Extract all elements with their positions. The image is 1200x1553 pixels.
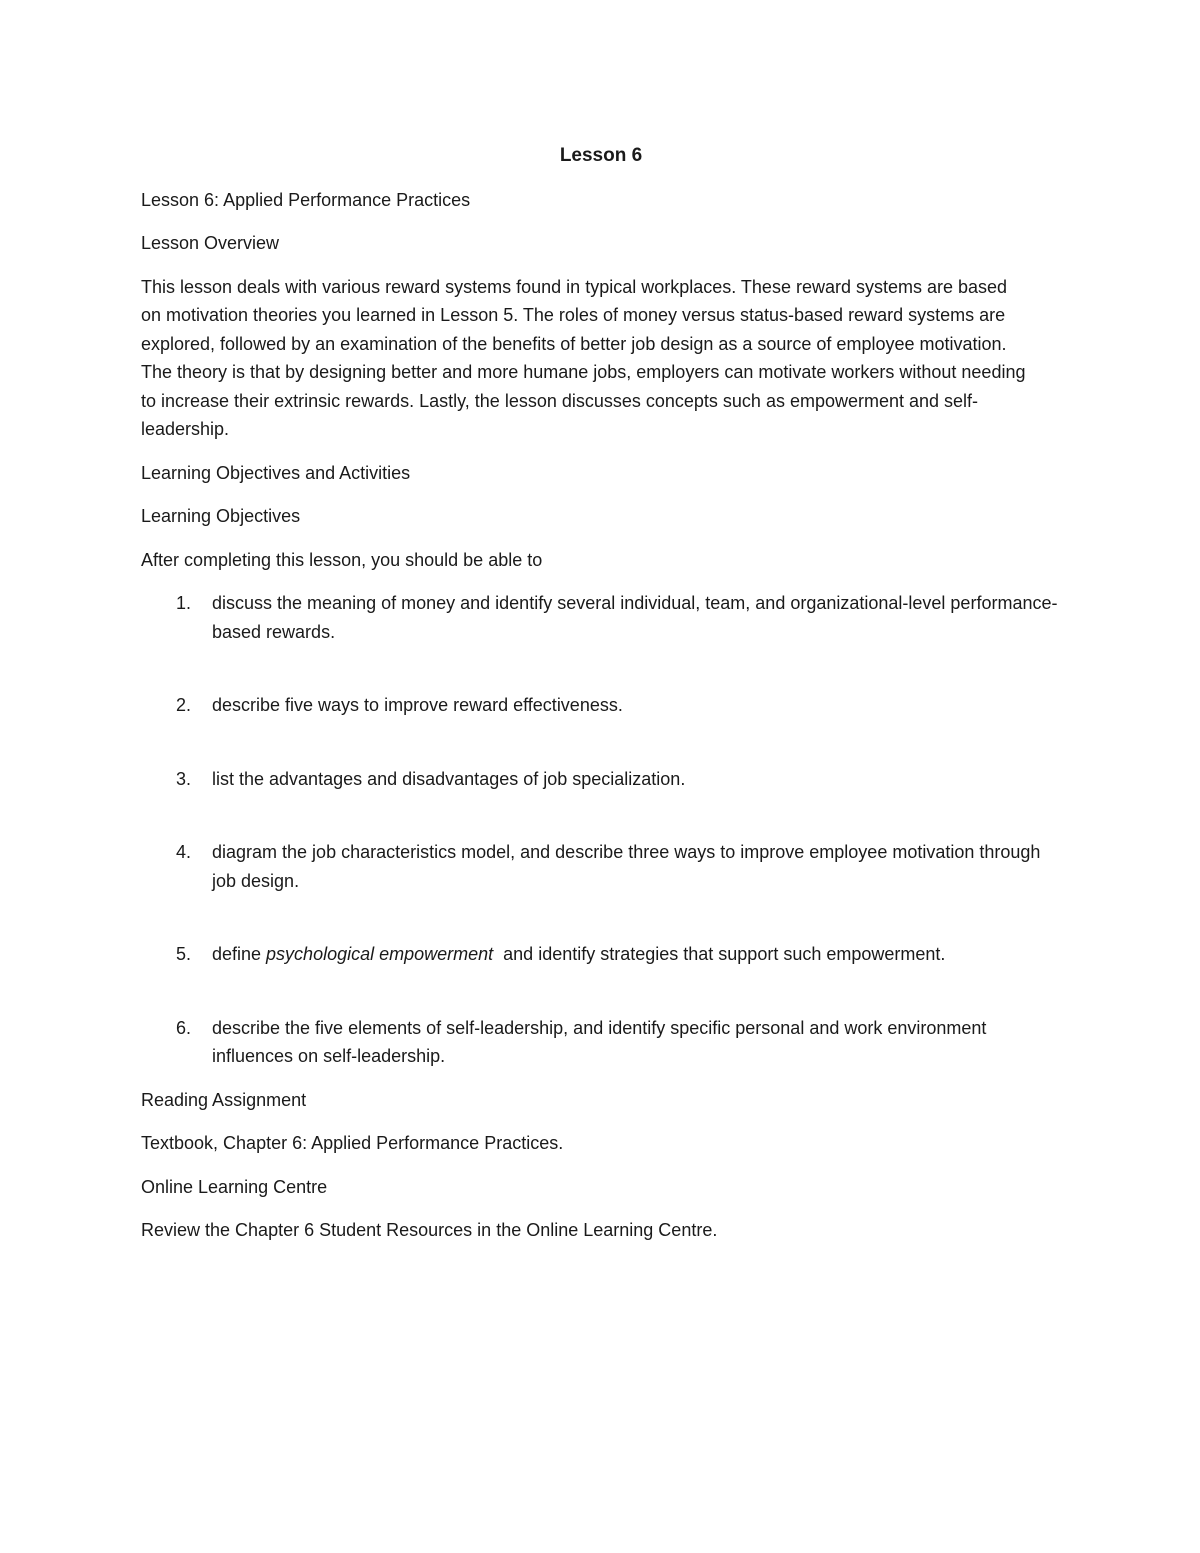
list-item-text: list the advantages and disadvantages of job specialization. [212,768,686,789]
objectives-activities-heading: Learning Objectives and Activities [141,462,411,483]
list-item-text: discuss the meaning of money and identify several individual, team, and organizational-level performance-based rewards. [212,593,1058,642]
list-item-text-suffix: and identify strategies that support such empowerment. [493,944,946,964]
list-number: 1. [176,593,192,613]
overview-heading: Lesson Overview [141,233,280,253]
list-item [141,1014,1061,1071]
objectives-list [141,589,1061,1071]
list-number: 4. [176,842,192,862]
lesson-subtitle: Lesson 6: Applied Performance Practices [141,189,471,210]
list-item [141,589,1061,646]
overview-paragraph: This lesson deals with various reward systems found in typical workplaces. These reward systems are based on motivation theories you learned in Lesson 5. The roles of money versus status-based reward systems are explored, followed by an examination of the benefits of better job design as a source of employee motivation. The theory is that by designing better and more humane jobs, employers can motivate workers without needing to increase their extrinsic rewards. Lastly, the lesson discusses concepts such as empowerment and self-leadership. [141,276,1026,439]
list-number: 3. [176,768,192,789]
online-heading: Online Learning Centre [141,1176,328,1197]
list-number: 6. [176,1017,192,1038]
document-content [141,142,1061,1260]
objectives-intro: After completing this lesson, you should be able to [141,549,543,570]
reading-heading: Reading Assignment [141,1089,307,1110]
page-title: Lesson 6 [559,145,643,166]
list-item-text: diagram the job characteristics model, and describe three ways to improve employee motivation through job design. [212,842,1041,891]
list-number: 5. [176,944,192,964]
objectives-heading: Learning Objectives [141,506,301,526]
list-item-text: describe the five elements of self-leadership, and identify specific personal and work environment influences on self-leadership. [212,1017,987,1066]
reading-text: Textbook, Chapter 6: Applied Performance Practices. [141,1133,564,1153]
list-number: 2. [176,695,192,715]
list-item-text: describe five ways to improve reward effectiveness. [212,695,623,715]
list-item [141,838,1061,895]
list-item-emphasis: psychological empowerment [266,944,494,964]
list-item [141,765,1061,794]
list-item-text-prefix: define [212,944,267,964]
list-item [141,691,1061,720]
list-item [141,940,1061,969]
online-text: Review the Chapter 6 Student Resources in the Online Learning Centre. [141,1220,718,1240]
